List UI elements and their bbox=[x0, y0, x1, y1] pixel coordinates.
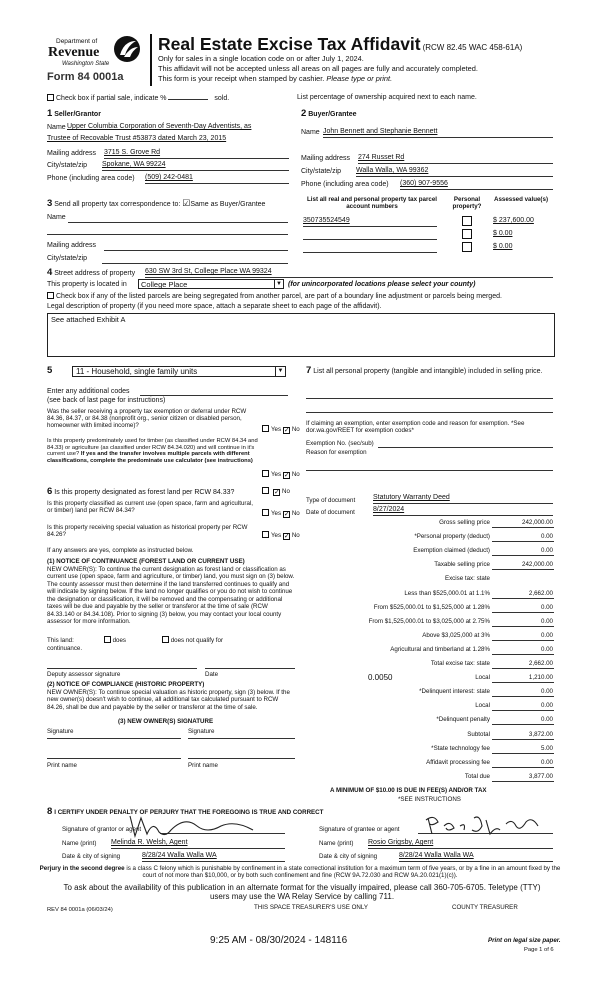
calc-value-line bbox=[492, 541, 554, 542]
note3-text: This form is your receipt when stamped by cashier. bbox=[158, 74, 325, 83]
location-label: This property is located in bbox=[47, 281, 127, 288]
list-percentage-note: List percentage of ownership acquired next to each name. bbox=[297, 94, 477, 101]
forest-yes-checkbox[interactable] bbox=[262, 487, 269, 494]
exemption-no-label: Exemption No. (sec/sub) bbox=[306, 440, 374, 447]
calc-value-field[interactable]: 242,000.00 bbox=[522, 519, 553, 526]
doc-type-label: Type of document bbox=[306, 497, 356, 504]
deputy-date-field[interactable] bbox=[205, 668, 295, 669]
county-treasurer: COUNTY TREASURER bbox=[452, 904, 518, 911]
calc-label: *Delinquent interest: state bbox=[419, 688, 490, 695]
legal-desc-label: Legal description of property (if you need more space, attach a separate sheet to each page of the affidavit). bbox=[47, 303, 382, 310]
calc-value-line bbox=[492, 682, 554, 683]
calc-value-line bbox=[492, 569, 554, 570]
partial-sale-checkbox[interactable] bbox=[47, 94, 54, 101]
grantee-date-field[interactable]: 8/28/24 Walla Walla WA bbox=[399, 852, 474, 859]
historic-yes-checkbox[interactable] bbox=[262, 531, 269, 538]
sec6-num: 6 bbox=[47, 486, 53, 497]
compliance-body: NEW OWNER(S): To continue special valuation as historic property, sign (3) below. If the new owner(s) doesn't wish to continue, all additional tax calculated pursuant to RCW 84.26, shall be due and payable by the seller or transferor at the time of sale. bbox=[47, 689, 290, 711]
legal-description-value: See attached Exhibit A bbox=[51, 315, 126, 324]
logo-revenue: Revenue bbox=[48, 45, 100, 60]
print-label-2: Print name bbox=[188, 762, 218, 769]
doc-date-field[interactable]: 8/27/2024 bbox=[373, 506, 405, 513]
sec3-num: 3 bbox=[47, 198, 53, 209]
calc-value-field[interactable]: 0.00 bbox=[540, 618, 553, 625]
perjury-text: is a class C felony which is punishable by confinement in a state correctional institution for a maximum term of five years, or by a fine in an amount fixed by the court of not more than $10,000, or by both such confinement and fine (RCW 9A.72.030 and RCW 9A.20.021(1)(c)). bbox=[124, 865, 561, 880]
buyer-title: Buyer/Grantee bbox=[308, 111, 357, 118]
parcel-number-line bbox=[303, 226, 437, 227]
timber-question bbox=[47, 438, 259, 465]
calc-value-line bbox=[492, 696, 554, 697]
calc-value-field[interactable]: 0.00 bbox=[540, 547, 553, 554]
additional-codes-label: Enter any additional codes bbox=[47, 388, 130, 395]
sec7-num: 7 bbox=[306, 365, 312, 376]
calc-label: Affidavit processing fee bbox=[426, 759, 490, 766]
owner-print-1[interactable] bbox=[47, 758, 181, 759]
timber-question-text: Is this property predominately used for timber (as classified under RCW 84.34 and 84.33) or agriculture (as classified under RCW 84.34.020) and will continue in it's current use? bbox=[47, 438, 258, 458]
seller-name-field[interactable]: Upper Columbia Corporation of Seventh-Day Adventists, as bbox=[67, 123, 252, 130]
sec7-label: List all personal property (tangible and intangible) included in selling price. bbox=[313, 368, 543, 375]
calc-label: *Personal property (deduct) bbox=[414, 533, 490, 540]
calc-value-line bbox=[492, 598, 554, 599]
continuance-word: continuance. bbox=[47, 645, 83, 652]
seller-section-heading bbox=[47, 109, 101, 120]
corr-city-label: City/state/zip bbox=[47, 255, 88, 262]
calc-value-field[interactable]: 0.00 bbox=[540, 688, 553, 695]
calc-value-line bbox=[492, 555, 554, 556]
this-land-label: This land: bbox=[47, 637, 74, 644]
seller-num: 1 bbox=[47, 108, 53, 119]
sec5-num: 5 bbox=[47, 365, 53, 376]
chevron-down-icon[interactable]: ▼ bbox=[275, 367, 285, 377]
continuance-body: NEW OWNER(S): To continue the current designation as forest land or classification as current use (open space, farm and agriculture, or timber) land, you must sign on (3) below. The county assessor must then determine if the land transferred continues to qualify and will indicate by signing below. If the land no longer qualifies or you do not wish to continue the designation or classification, it will be removed and the compensating or additional taxes will be due and payable by the seller or transferor at the time of sale (RCW 84.33.140 or 84.34.108). Prior to signing (3) below, you may contact your local county assessor for more information. bbox=[47, 566, 295, 626]
calc-value-line bbox=[492, 527, 554, 528]
corr-name-field[interactable] bbox=[68, 222, 288, 223]
exemption-claim-note: If claiming an exemption, enter exemption code and reason for exemption. *See dor.wa.gov/REET for exemption codes* bbox=[306, 420, 525, 435]
exemption-answer bbox=[262, 425, 300, 434]
calc-value-field[interactable]: 2,662.00 bbox=[528, 660, 553, 667]
local-rate: 0.0050 bbox=[368, 673, 393, 682]
owner-print-2[interactable] bbox=[188, 758, 295, 759]
seller-mail-field[interactable]: 3715 S. Grove Rd bbox=[104, 149, 161, 156]
continuance-title: (1) NOTICE OF CONTINUANCE (FOREST LAND OR CURRENT USE) bbox=[47, 558, 245, 565]
certify-text: I CERTIFY UNDER PENALTY OF PERJURY THAT THE FOREGOING IS TRUE AND CORRECT bbox=[54, 809, 324, 816]
grantor-sig-label: Signature of grantor or agent bbox=[62, 826, 142, 833]
calc-value-line bbox=[492, 753, 554, 754]
location-select[interactable] bbox=[138, 279, 284, 289]
partial-sale-label: Check box if partial sale, indicate % bbox=[56, 95, 167, 102]
calc-value-field[interactable]: 0.00 bbox=[540, 702, 553, 709]
no-label: No bbox=[291, 510, 300, 517]
no-label: No bbox=[291, 532, 300, 539]
logo-dept: Department of bbox=[56, 38, 98, 45]
exemption-question: Was the seller receiving a property tax exemption or deferral under RCW 84.36, 84.37, or 84.38 (nonprofit org., senior citizen or disabled person, homeowner with limited income)? bbox=[47, 408, 247, 430]
grantee-name-label: Name (print) bbox=[319, 840, 354, 847]
calc-value-line bbox=[492, 668, 554, 669]
segregation-row bbox=[47, 292, 502, 301]
historic-no-checkbox[interactable]: ✓ bbox=[283, 533, 290, 540]
forest-question bbox=[47, 487, 261, 498]
perjury-bold: Perjury in the second degree bbox=[39, 865, 125, 872]
header-note-3 bbox=[158, 75, 392, 84]
calc-label: *Delinquent penalty bbox=[436, 716, 490, 723]
yes-label: Yes bbox=[271, 510, 282, 517]
calc-value-line bbox=[492, 767, 554, 768]
calc-value-field[interactable]: 0.00 bbox=[540, 533, 553, 540]
calc-label: Total excise tax: state bbox=[430, 660, 490, 667]
seller-name-field-line2[interactable]: Trustee of Recovable Trust #53873 dated March 23, 2015 bbox=[47, 135, 227, 142]
personal-property-field[interactable] bbox=[306, 398, 553, 399]
new-owner-sig-title: (3) NEW OWNER(S) SIGNATURE bbox=[118, 718, 214, 725]
exemption-yes-checkbox[interactable] bbox=[262, 425, 269, 432]
alternate-format-note: To ask about the availability of this publication in an alternate format for the visually impaired, please call 360-705-6705. Teletype (TTY) users may use the WA Relay Service by calling 711. bbox=[63, 883, 541, 901]
print-label-1: Print name bbox=[47, 762, 77, 769]
form-number: Form 84 0001a bbox=[47, 71, 124, 83]
minimum-due-note: A MINIMUM OF $10.00 IS DUE IN FEE(S) AND/OR TAX bbox=[330, 787, 487, 794]
exemption-reason-field[interactable] bbox=[306, 470, 553, 471]
calc-value-field[interactable]: 1,210.00 bbox=[528, 674, 553, 681]
exemption-no-field[interactable] bbox=[378, 447, 553, 448]
calc-value-line bbox=[492, 626, 554, 627]
personal-property-header: Personal property? bbox=[452, 196, 482, 211]
calc-label: Gross selling price bbox=[439, 519, 490, 526]
personal-property-list bbox=[306, 366, 554, 377]
grantor-name-field[interactable]: Melinda R. Welsh, Agent bbox=[111, 839, 188, 846]
does-not-qualify-checkbox[interactable] bbox=[162, 636, 169, 643]
partial-sale-row bbox=[47, 94, 229, 103]
grantee-date-label: Date & city of signing bbox=[319, 853, 378, 860]
additional-codes-field[interactable] bbox=[140, 395, 288, 396]
treasurer-use-only: THIS SPACE TREASURER'S USE ONLY bbox=[254, 904, 368, 911]
calc-label: Exemption claimed (deduct) bbox=[413, 547, 490, 554]
same-as-buyer-label: Same as Buyer/Grantee bbox=[190, 201, 266, 208]
current-use-question: Is this property classified as current use (open space, farm and agricultural, or timber) land per RCW 84.34? bbox=[47, 500, 254, 515]
timber-answer bbox=[262, 470, 300, 479]
segregation-label: Check box if any of the listed parcels are being segregated from another parcel, are part of a boundary line adjustment or parcels being merged. bbox=[56, 293, 502, 300]
header-note-1: Only for sales in a single location code on or after July 1, 2024. bbox=[158, 54, 364, 63]
timber-question-bold: If yes and the transfer involves multiple parcels with different classifications, complete the predominate use calculator (see instructions) bbox=[47, 451, 253, 464]
revision-code: REV 84 0001a (06/03/24) bbox=[47, 907, 113, 913]
no-label: No bbox=[291, 426, 300, 433]
seller-phone-label: Phone (including area code) bbox=[47, 175, 135, 182]
header-note-2: This affidavit will not be accepted unless all areas on all pages are fully and accurately completed. bbox=[158, 64, 478, 73]
timber-yes-checkbox[interactable] bbox=[262, 470, 269, 477]
calc-value-field[interactable]: 242,000.00 bbox=[522, 561, 553, 568]
calc-value-line bbox=[492, 781, 554, 782]
sec8-num: 8 bbox=[47, 806, 53, 817]
calc-value-field[interactable]: 2,662.00 bbox=[528, 590, 553, 597]
calc-label: Agricultural and timberland at 1.28% bbox=[390, 646, 490, 653]
correspondence-row bbox=[47, 198, 265, 210]
calc-value-field[interactable]: 0.00 bbox=[540, 759, 553, 766]
does-qualify-checkbox[interactable] bbox=[104, 636, 111, 643]
buyer-phone-field[interactable]: (360) 907-9556 bbox=[400, 180, 448, 187]
calc-label: Local bbox=[475, 674, 490, 681]
grantor-name-label: Name (print) bbox=[62, 840, 97, 847]
buyer-mail-label: Mailing address bbox=[301, 155, 351, 162]
corr-mail-field[interactable] bbox=[104, 250, 288, 251]
page-number: Page 1 of 6 bbox=[524, 947, 554, 953]
personal-property-checkbox[interactable] bbox=[462, 242, 472, 252]
same-as-buyer-checkbox[interactable]: ☑ bbox=[182, 198, 191, 208]
land-use-value: 11 - Household, single family units bbox=[76, 367, 198, 376]
calc-label: From $525,000.01 to $1,525,000 at 1.28% bbox=[373, 604, 490, 611]
historic-question: Is this property receiving special valuation as historical property per RCW 84.26? bbox=[47, 524, 248, 539]
street-address-label: Street address of property bbox=[54, 270, 136, 277]
form-title bbox=[158, 34, 522, 54]
doc-type-field[interactable]: Statutory Warranty Deed bbox=[373, 494, 450, 501]
calc-value-line bbox=[492, 654, 554, 655]
calc-label: Total due bbox=[464, 773, 490, 780]
owner-signature-1[interactable] bbox=[47, 738, 181, 739]
exemption-no-checkbox[interactable]: ✓ bbox=[283, 427, 290, 434]
assessed-value-field[interactable]: $ 0.00 bbox=[493, 243, 513, 250]
does-not-label: does not qualify for bbox=[170, 637, 224, 644]
parcel-number-line bbox=[303, 252, 437, 253]
seller-name-label: Name bbox=[47, 124, 66, 131]
calc-value-field[interactable]: 0.00 bbox=[540, 646, 553, 653]
current-use-answer bbox=[262, 509, 300, 518]
exemption-reason-label: Reason for exemption bbox=[306, 449, 367, 456]
location-note: (for unincorporated locations please select your county) bbox=[288, 281, 476, 288]
cashier-stamp: 9:25 AM - 08/30/2024 - 148116 bbox=[210, 935, 348, 946]
grantee-signature bbox=[420, 812, 545, 838]
calc-label: Above $3,025,000 at 3% bbox=[422, 632, 490, 639]
note3-italic: Please type or print. bbox=[326, 74, 393, 83]
street-address-row bbox=[47, 268, 135, 279]
forest-no-checkbox[interactable]: ✓ bbox=[274, 489, 280, 496]
corr-city-field[interactable] bbox=[102, 263, 288, 264]
no-label: No bbox=[291, 471, 300, 478]
logo-state: Washington State bbox=[62, 61, 110, 67]
calc-value-line bbox=[492, 724, 554, 725]
header-divider bbox=[150, 34, 152, 86]
grantor-date-label: Date & city of signing bbox=[62, 853, 121, 860]
calc-value-field[interactable]: 3,872.00 bbox=[528, 731, 553, 738]
sig-label-2: Signature bbox=[188, 728, 215, 735]
buyer-name-label: Name bbox=[301, 129, 320, 136]
calc-label: Local bbox=[475, 702, 490, 709]
compliance-title: (2) NOTICE OF COMPLIANCE (HISTORIC PROPERTY) bbox=[47, 681, 205, 688]
calc-value-field[interactable]: 3,877.00 bbox=[528, 773, 553, 780]
calc-value-field[interactable]: 0.00 bbox=[540, 716, 553, 723]
correspondence-label: Send all property tax correspondence to: bbox=[54, 201, 181, 208]
legal-size-note: Print on legal size paper. bbox=[488, 937, 561, 944]
see-instructions-note: *SEE INSTRUCTIONS bbox=[398, 796, 461, 803]
no-label: No bbox=[282, 488, 290, 495]
buyer-section-heading bbox=[301, 109, 357, 120]
deputy-label: Deputy assessor signature bbox=[47, 671, 121, 678]
title-text: Real Estate Excise Tax Affidavit bbox=[158, 34, 421, 54]
calc-label: Taxable selling price bbox=[434, 561, 490, 568]
assessed-value-field[interactable]: $ 237,600.00 bbox=[493, 217, 534, 224]
current-use-yes-checkbox[interactable] bbox=[262, 509, 269, 516]
calc-value-line bbox=[492, 710, 554, 711]
calc-value-field[interactable]: 0.00 bbox=[540, 604, 553, 611]
calc-label: Excise tax: state bbox=[444, 575, 490, 582]
this-land-row bbox=[47, 636, 223, 644]
yes-label: Yes bbox=[271, 426, 282, 433]
calc-label: Subtotal bbox=[467, 731, 490, 738]
grantee-name-field[interactable]: Rosio Grigsby, Agent bbox=[368, 839, 434, 846]
calc-label: From $1,525,000.01 to $3,025,000 at 2.75% bbox=[368, 618, 490, 625]
seller-city-label: City/state/zip bbox=[47, 162, 88, 169]
buyer-city-field[interactable]: Walla Walla, WA 99362 bbox=[356, 167, 429, 174]
parcel-number-line bbox=[303, 239, 437, 240]
owner-signature-2[interactable] bbox=[188, 738, 295, 739]
buyer-city-label: City/state/zip bbox=[301, 168, 342, 175]
grantor-date-field[interactable]: 8/28/24 Walla Walla WA bbox=[142, 852, 217, 859]
does-label: does bbox=[112, 637, 126, 644]
buyer-name-field[interactable]: John Bennett and Stephanie Bennett bbox=[323, 128, 438, 135]
deputy-date-label: Date bbox=[205, 671, 219, 678]
seller-city-field[interactable]: Spokane, WA 99224 bbox=[102, 161, 166, 168]
buyer-phone-label: Phone (including area code) bbox=[301, 181, 389, 188]
calc-value-field[interactable]: 5.00 bbox=[540, 745, 553, 752]
deputy-signature-field[interactable] bbox=[47, 668, 197, 669]
parcel-header: List all real and personal property tax parcel account numbers bbox=[307, 196, 437, 211]
grantor-signature bbox=[125, 812, 265, 840]
legal-description-field[interactable] bbox=[47, 313, 555, 357]
see-back-note: (see back of last page for instructions) bbox=[47, 397, 166, 404]
doc-date-label: Date of document bbox=[306, 509, 355, 516]
seller-title: Seller/Grantor bbox=[54, 111, 101, 118]
title-citation: (RCW 82.45 WAC 458-61A) bbox=[422, 43, 523, 52]
current-use-no-checkbox[interactable]: ✓ bbox=[283, 511, 290, 518]
calc-value-line bbox=[492, 739, 554, 740]
forest-question-text: Is this property designated as forest land per RCW 84.33? bbox=[54, 489, 235, 496]
forest-answer bbox=[262, 487, 290, 496]
calc-value-line bbox=[492, 612, 554, 613]
yes-label: Yes bbox=[271, 532, 282, 539]
timber-no-checkbox[interactable]: ✓ bbox=[283, 472, 290, 479]
sig-label-1: Signature bbox=[47, 728, 74, 735]
perjury-notice bbox=[36, 865, 564, 879]
calc-label: *State technology fee bbox=[431, 745, 490, 752]
calc-value-line bbox=[492, 640, 554, 641]
parcel-number-field[interactable]: 350735524549 bbox=[303, 217, 350, 224]
street-address-field[interactable]: 630 SW 3rd St, College Place WA 99324 bbox=[145, 268, 272, 275]
personal-property-checkbox[interactable] bbox=[462, 229, 472, 239]
buyer-num: 2 bbox=[301, 108, 307, 119]
sec4-num: 4 bbox=[47, 267, 53, 278]
seller-mail-label: Mailing address bbox=[47, 150, 97, 157]
corr-name-label: Name bbox=[47, 214, 66, 221]
if-any-yes: If any answers are yes, complete as instructed below. bbox=[47, 547, 194, 554]
buyer-mail-field[interactable]: 274 Russet Rd bbox=[358, 154, 405, 161]
assessed-header: Assessed value(s) bbox=[494, 196, 548, 203]
calc-value-field[interactable]: 0.00 bbox=[540, 632, 553, 639]
land-use-select[interactable] bbox=[72, 366, 286, 377]
segregation-checkbox[interactable] bbox=[47, 292, 54, 299]
revenue-logo-icon bbox=[112, 35, 142, 63]
location-select-value: College Place bbox=[141, 280, 188, 289]
corr-mail-label: Mailing address bbox=[47, 242, 97, 249]
assessed-value-field[interactable]: $ 0.00 bbox=[493, 230, 513, 237]
personal-property-checkbox[interactable] bbox=[462, 216, 472, 226]
grantee-sig-label: Signature of grantee or agent bbox=[319, 826, 400, 833]
yes-label: Yes bbox=[271, 471, 282, 478]
chevron-down-icon[interactable]: ▼ bbox=[274, 280, 283, 289]
calc-label: Less than $525,000.01 at 1.1% bbox=[404, 590, 490, 597]
seller-phone-field[interactable]: (509) 242-0481 bbox=[145, 174, 193, 181]
partial-sold-label: sold. bbox=[214, 95, 230, 102]
